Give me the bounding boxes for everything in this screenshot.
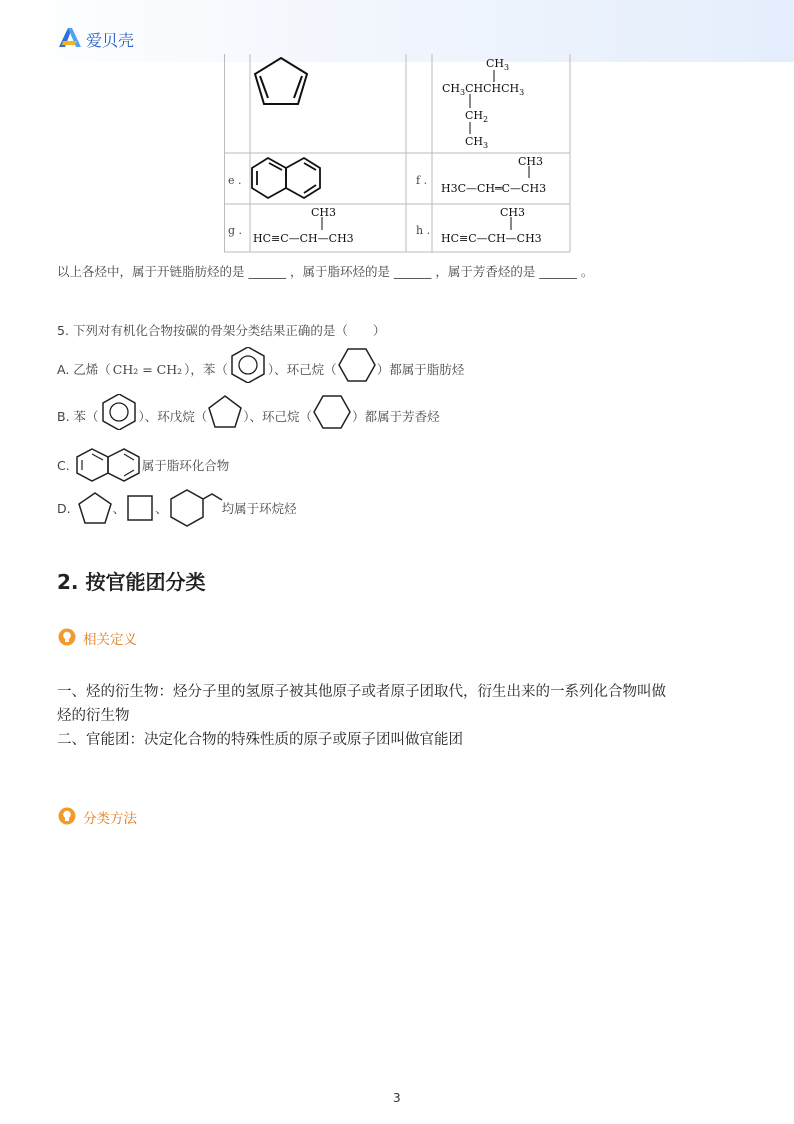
brand-logo-text: 爱贝壳 bbox=[86, 31, 135, 50]
hint-classification-method: 分类方法 bbox=[83, 811, 137, 827]
formula-f-main: H3C—CH═C—CH3 bbox=[441, 182, 547, 195]
option-d-sep1: 、 bbox=[112, 501, 126, 516]
formula-ch2: $CH_2$ bbox=[465, 109, 489, 125]
formula-ch3-top: $CH_3$ bbox=[486, 57, 510, 73]
option-b bbox=[57, 402, 440, 430]
label-g: g . bbox=[228, 224, 243, 237]
option-b-mid1: ）、环戊烷（ bbox=[138, 409, 208, 424]
option-c-suffix: 属于脂环化合物 bbox=[141, 458, 230, 473]
hint-related-definitions: 相关定义 bbox=[83, 632, 137, 648]
cyclobutane-icon bbox=[125, 491, 155, 525]
option-a bbox=[57, 355, 464, 383]
label-h: h . bbox=[416, 224, 431, 237]
naphthalene-icon bbox=[74, 447, 142, 483]
page-number: 3 bbox=[393, 1091, 401, 1105]
option-b-prefix: B. 苯（ bbox=[57, 409, 99, 424]
option-a-suffix: ）都属于脂肪烃 bbox=[376, 362, 465, 377]
definition-functional-group: 二、官能团：决定化合物的特殊性质的原子或原子团叫做官能团 bbox=[57, 732, 463, 748]
cyclopentadiene-structure bbox=[255, 58, 307, 104]
label-f: f . bbox=[416, 174, 428, 187]
lightbulb-icon bbox=[58, 807, 76, 825]
formula-g-main: HC≡C—CH—CH3 bbox=[253, 232, 354, 245]
option-d-prefix: D. bbox=[57, 500, 71, 516]
cyclohexane-icon bbox=[312, 394, 352, 430]
option-a-mid1: ），苯（ bbox=[184, 362, 228, 377]
option-c bbox=[57, 447, 229, 483]
option-b-mid2: ）、环己烷（ bbox=[243, 409, 313, 424]
formula-g-top: CH3 bbox=[311, 206, 337, 219]
formula-h-main: HC≡C—CH—CH3 bbox=[441, 232, 542, 245]
option-d bbox=[57, 488, 297, 528]
lightbulb-icon bbox=[58, 628, 76, 646]
cyclopentane-icon bbox=[207, 394, 243, 430]
definition-derivative-line1: 一、烃的衍生物：烃分子里的氢原子被其他原子或者原子团取代，衍生出来的一系列化合物叫做 bbox=[57, 684, 666, 700]
brand-logo-icon bbox=[57, 26, 83, 48]
section-title: 2. 按官能团分类 bbox=[57, 570, 206, 594]
naphthalene-structure bbox=[252, 158, 320, 198]
methylcyclohexane-icon bbox=[168, 488, 226, 528]
cyclohexane-icon bbox=[337, 347, 377, 383]
definition-derivative-line2: 烃的衍生物 bbox=[57, 708, 130, 724]
formula-ch3-bottom: $CH_3$ bbox=[465, 135, 489, 151]
label-e: e . bbox=[228, 174, 242, 187]
formula-f-top: CH3 bbox=[518, 155, 544, 168]
option-a-prefix: A. 乙烯（ bbox=[57, 362, 111, 377]
benzene-icon bbox=[228, 347, 268, 383]
formula-main-chain: $CH_3CHCHCH_3$ bbox=[442, 82, 525, 98]
option-c-prefix: C. bbox=[57, 457, 70, 473]
ethene-formula: CH₂ = CH₂ bbox=[112, 361, 183, 377]
option-a-mid2: ）、环己烷（ bbox=[267, 362, 337, 377]
cyclopentane-icon bbox=[77, 491, 113, 525]
classification-fill-line: 以上各烃中，属于开链脂肪烃的是 ______ ，属于脂环烃的是 ______ ，属于芳香烃的是 ______ 。 bbox=[57, 264, 594, 279]
benzene-icon bbox=[99, 394, 139, 430]
formula-h-top: CH3 bbox=[500, 206, 526, 219]
option-d-sep2: 、 bbox=[155, 501, 168, 516]
option-d-suffix: 均属于环烷烃 bbox=[221, 501, 297, 516]
question-5-stem: 5. 下列对有机化合物按碳的骨架分类结果正确的是（ ） bbox=[57, 323, 386, 338]
option-b-suffix: ）都属于芳香烃 bbox=[352, 409, 440, 424]
